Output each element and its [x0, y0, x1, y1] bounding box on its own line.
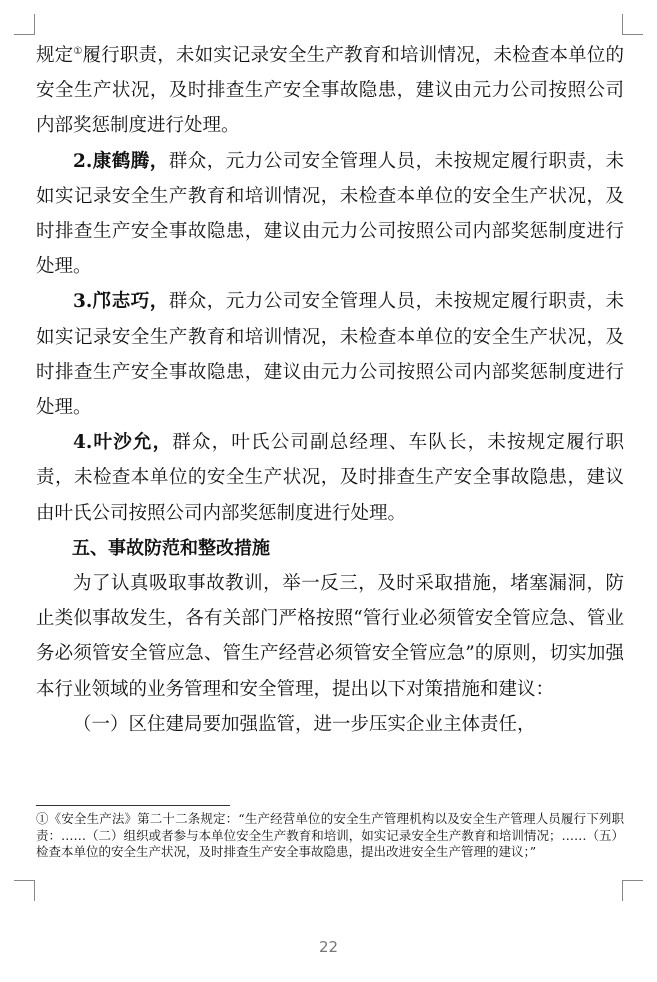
- paragraph-text: 群众，叶氏公司副总经理、车队长，未按规定履行职责，未检查本单位的安全生产状况，及时排查生产安全事故隐患，建议由叶氏公司按照公司内部奖惩制度进行处理。: [36, 432, 624, 524]
- crop-mark-bottom-right: [622, 880, 643, 901]
- footnote-separator: [36, 805, 230, 806]
- paragraph-text: 群众，元力公司安全管理人员，未按规定履行职责，未如实记录安全生产教育和培训情况，未检查本单位的安全生产状况，及时排查生产安全事故隐患，建议由元力公司按照公司内部奖惩制度进行处理。: [36, 150, 624, 278]
- footnote-reference[interactable]: ①: [73, 45, 83, 57]
- crop-mark-top-left: [14, 14, 35, 35]
- person-name: 3.邝志巧，: [73, 291, 169, 313]
- crop-mark-top-right: [622, 14, 643, 35]
- paragraph-3: [36, 284, 624, 425]
- crop-mark-bottom-left: [14, 880, 35, 901]
- paragraph-4: [36, 425, 624, 531]
- paragraph-1: [36, 38, 624, 144]
- paragraph-text: 规定: [36, 45, 74, 66]
- person-name: 2.康鹤腾，: [73, 150, 169, 172]
- person-name: 4.叶沙允，: [73, 432, 173, 454]
- footnote: ①《安全生产法》第二十二条规定：“生产经营单位的安全生产管理机构以及安全生产管理人员履行下列职责：……（二）组织或者参与本单位安全生产教育和培训，如实记录安全生产教育和培训情况；……（五）检查本单位的安全生产状况，及时排查生产安全事故隐患，提出改进安全生产管理的建议；”: [36, 811, 624, 859]
- paragraph-text: 群众，元力公司安全管理人员，未按规定履行职责，未如实记录安全生产教育和培训情况，未检查本单位的安全生产状况，及时排查生产安全事故隐患，建议由元力公司按照公司内部奖惩制度进行处理。: [36, 291, 624, 419]
- paragraph-text: 履行职责，未如实记录安全生产教育和培训情况，未检查本单位的安全生产状况，及时排查生产安全事故隐患，建议由元力公司按照公司内部奖惩制度进行处理。: [36, 45, 624, 137]
- paragraph-6: （一）区住建局要加强监管，进一步压实企业主体责任，: [73, 713, 536, 735]
- page-number: 22: [318, 938, 339, 956]
- paragraph-2: [36, 144, 624, 285]
- paragraph-5: 为了认真吸取事故教训，举一反三，及时采取措施，堵塞漏洞，防止类似事故发生，各有关部门严格按照“管行业必须管安全管应急、管业务必须管安全管应急、管生产经营必须管安全管应急”的原则，切实加强本行业领域的业务管理和安全管理，提出以下对策措施和建议：: [36, 573, 624, 700]
- body-text: [36, 38, 624, 742]
- section-heading: 五、事故防范和整改措施: [72, 537, 270, 559]
